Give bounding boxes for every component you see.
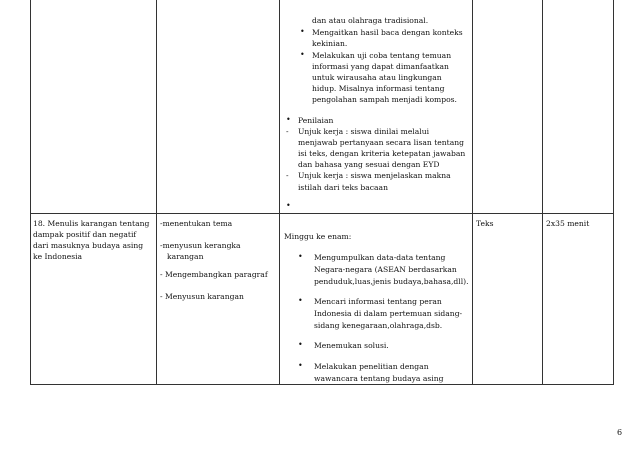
bullet-icon: • <box>298 252 303 261</box>
assessment-title: Penilaian <box>298 116 334 125</box>
activity-line: sidang kenegaraan,olahraga,dsb. <box>314 321 443 330</box>
indicator-line: -menentukan tema <box>160 219 233 228</box>
bullet-icon: • <box>298 340 303 349</box>
row-divider <box>30 213 614 214</box>
assessment-line: menjawab pertanyaan secara lisan tentang <box>298 138 464 147</box>
bullet-icon: • <box>286 115 291 124</box>
competency-line: ke Indonesia <box>33 252 83 261</box>
assessment-line: Unjuk kerja : siswa menjelaskan makna <box>298 171 451 180</box>
column-divider <box>542 0 543 385</box>
bullet-icon: • <box>286 201 291 210</box>
competency-line: 18. Menulis karangan tentang <box>33 219 150 228</box>
bullet-icon: • <box>300 50 305 59</box>
assessment-line: isi teks, dengan kriteria ketepatan jawaban <box>298 149 466 158</box>
activity-line: wawancara tentang budaya asing <box>314 374 444 383</box>
competency-line: dampak positif dan negatif <box>33 230 137 239</box>
activity-line: Melakukan uji coba tentang temuan <box>312 51 452 60</box>
dash-marker: - <box>286 171 289 180</box>
bullet-icon: • <box>298 296 303 305</box>
assessment-line: Unjuk kerja : siswa dinilai melalui <box>298 127 430 136</box>
activity-line: untuk wirausaha atau lingkungan <box>312 73 442 82</box>
source-cell: Teks <box>476 219 494 228</box>
activity-line: Mengumpulkan data-data tentang <box>314 253 446 262</box>
indicator-line: -menyusun kerangka <box>160 241 241 250</box>
indicator-line: karangan <box>167 252 204 261</box>
activity-line: Melakukan penelitian dengan <box>314 362 429 371</box>
syllabus-table <box>30 0 614 385</box>
indicator-line: - Mengembangkan paragraf <box>160 270 268 279</box>
activity-line: Negara-negara (ASEAN berdasarkan <box>314 265 457 274</box>
column-divider <box>472 0 473 385</box>
dash-marker: - <box>286 127 289 136</box>
table-border-left <box>30 0 31 385</box>
indicator-line: - Menyusun karangan <box>160 292 244 301</box>
activity-line: informasi yang dapat dimanfaatkan <box>312 62 449 71</box>
bullet-icon: • <box>298 361 303 370</box>
activity-line: Indonesia di dalam pertemuan sidang- <box>314 309 463 318</box>
time-allocation-cell: 2x35 menit <box>546 219 590 228</box>
column-divider <box>279 0 280 385</box>
activity-line: pengolahan sampah menjadi kompos. <box>312 95 457 104</box>
continued-line: dan atau olahraga tradisional. <box>312 16 429 25</box>
column-divider <box>156 0 157 385</box>
assessment-line: istilah dari teks bacaan <box>298 183 388 192</box>
table-border-right <box>613 0 614 385</box>
activity-line: penduduk,luas,jenis budaya,bahasa,dll). <box>314 277 469 286</box>
week-label: Minggu ke enam: <box>284 232 352 241</box>
page-number: 6 <box>617 428 623 437</box>
competency-line: dari masuknya budaya asing <box>33 241 144 250</box>
activity-line: Mengaitkan hasil baca dengan konteks <box>312 28 463 37</box>
bullet-icon: • <box>300 27 305 36</box>
table-border-bottom <box>30 384 614 385</box>
activity-line: kekinian. <box>312 39 348 48</box>
activity-line: Menemukan solusi. <box>314 341 389 350</box>
assessment-line: dan bahasa yang sesuai dengan EYD <box>298 160 440 169</box>
activity-line: Mencari informasi tentang peran <box>314 297 442 306</box>
activity-line: hidup. Misalnya informasi tentang <box>312 84 445 93</box>
